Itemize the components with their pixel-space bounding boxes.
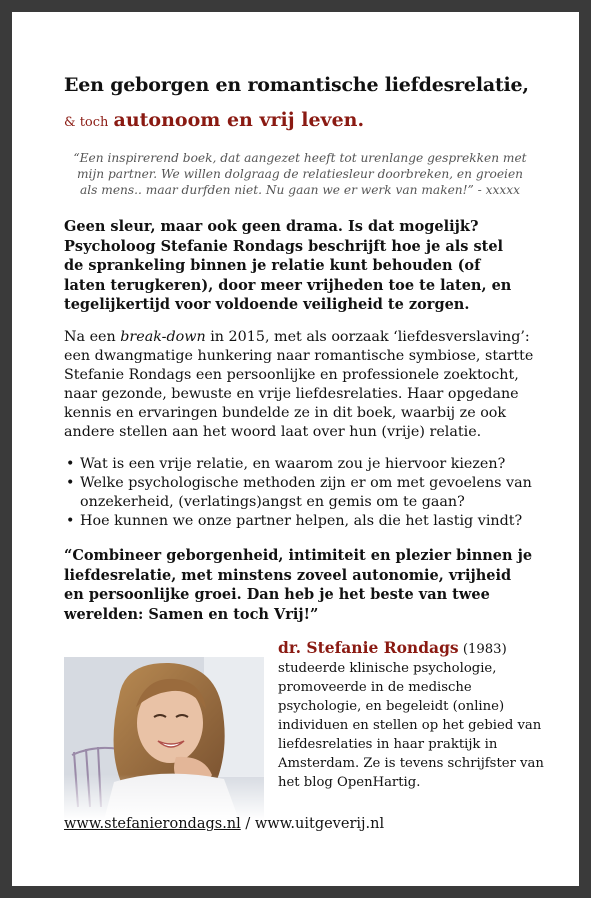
body-rest: in 2015, met als oorzaak ‘liefdesverslaving’: een dwangmatige hunkering naar romantische symbiose, startte Stefanie Rondags een persoonlijke en professionele zoektocht, naar gezonde, bewuste en vrije liefdesrelaties. Haar opgedane kennis en ervaringen bundelde ze in dit boek, waarbij ze ook andere stellen aan het woord laat over hun (vrije) relatie. [64,329,534,440]
headline-prefix: & toch [64,115,109,130]
author-bio-text: studeerde klinische psychologie, promoveerde in de medische psychologie, en begeleidt (online) individuen en stellen op het gebied van liefdesrelaties in haar praktijk in Amsterdam. Ze is tevens schrijfster van het blog OpenHartig. [278,661,544,790]
author-website-link[interactable]: www.stefanierondags.nl [64,816,241,832]
author-birth-year: (1983) [462,642,507,657]
body-lead: Na een [64,329,116,345]
body-emphasis: break-down [120,329,206,345]
body-paragraph [64,328,534,442]
headline-line-2 [64,109,364,131]
intro-paragraph: Geen sleur, maar ook geen drama. Is dat mogelijk? Psycholoog Stefanie Rondags beschrijft hoe je als stel de sprankeling binnen je relatie kunt behouden (of laten terugkeren), door meer vrijheden toe te laten, en tegelijkertijd voor voldoende veiligheid te zorgen. [64,218,512,313]
list-item: • Welke psychologische methoden zijn er om met gevoelens van onzekerheid, (verlatings)angst en gemis om te gaan? [64,474,534,512]
list-item: • Hoe kunnen we onze partner helpen, als die het lastig vindt? [64,512,534,531]
closing-quote: “Combineer geborgenheid, intimiteit en plezier binnen je liefdesrelatie, met minstens zoveel autonomie, vrijheid en persoonlijke groei. Dan heb je het beste van twee werelden: Samen en toch Vrij!” [64,547,533,623]
headline-accent: autonoom en vrij leven. [113,109,365,131]
list-item: • Wat is een vrije relatie, en waarom zou je hiervoor kiezen? [64,455,534,474]
author-portrait-image [64,657,264,820]
testimonial-quote: “Een inspirerend boek, dat aangezet heeft tot urenlange gesprekken met mijn partner. We willen dolgraag de relatiesleur doorbreken, en groeien als mens.. maar durfden niet. Nu gaan we er werk van maken!” - xxxxx [73,151,527,197]
link-separator: / [245,816,251,832]
headline-line-1: Een geborgen en romantische liefdesrelatie, [64,74,529,96]
book-back-cover [12,12,579,886]
author-name: dr. Stefanie Rondags [278,638,459,657]
website-links [64,816,384,832]
publisher-website-link[interactable]: www.uitgeverij.nl [254,816,385,832]
author-photo [64,657,264,820]
question-list [64,455,534,531]
author-bio [278,638,548,792]
